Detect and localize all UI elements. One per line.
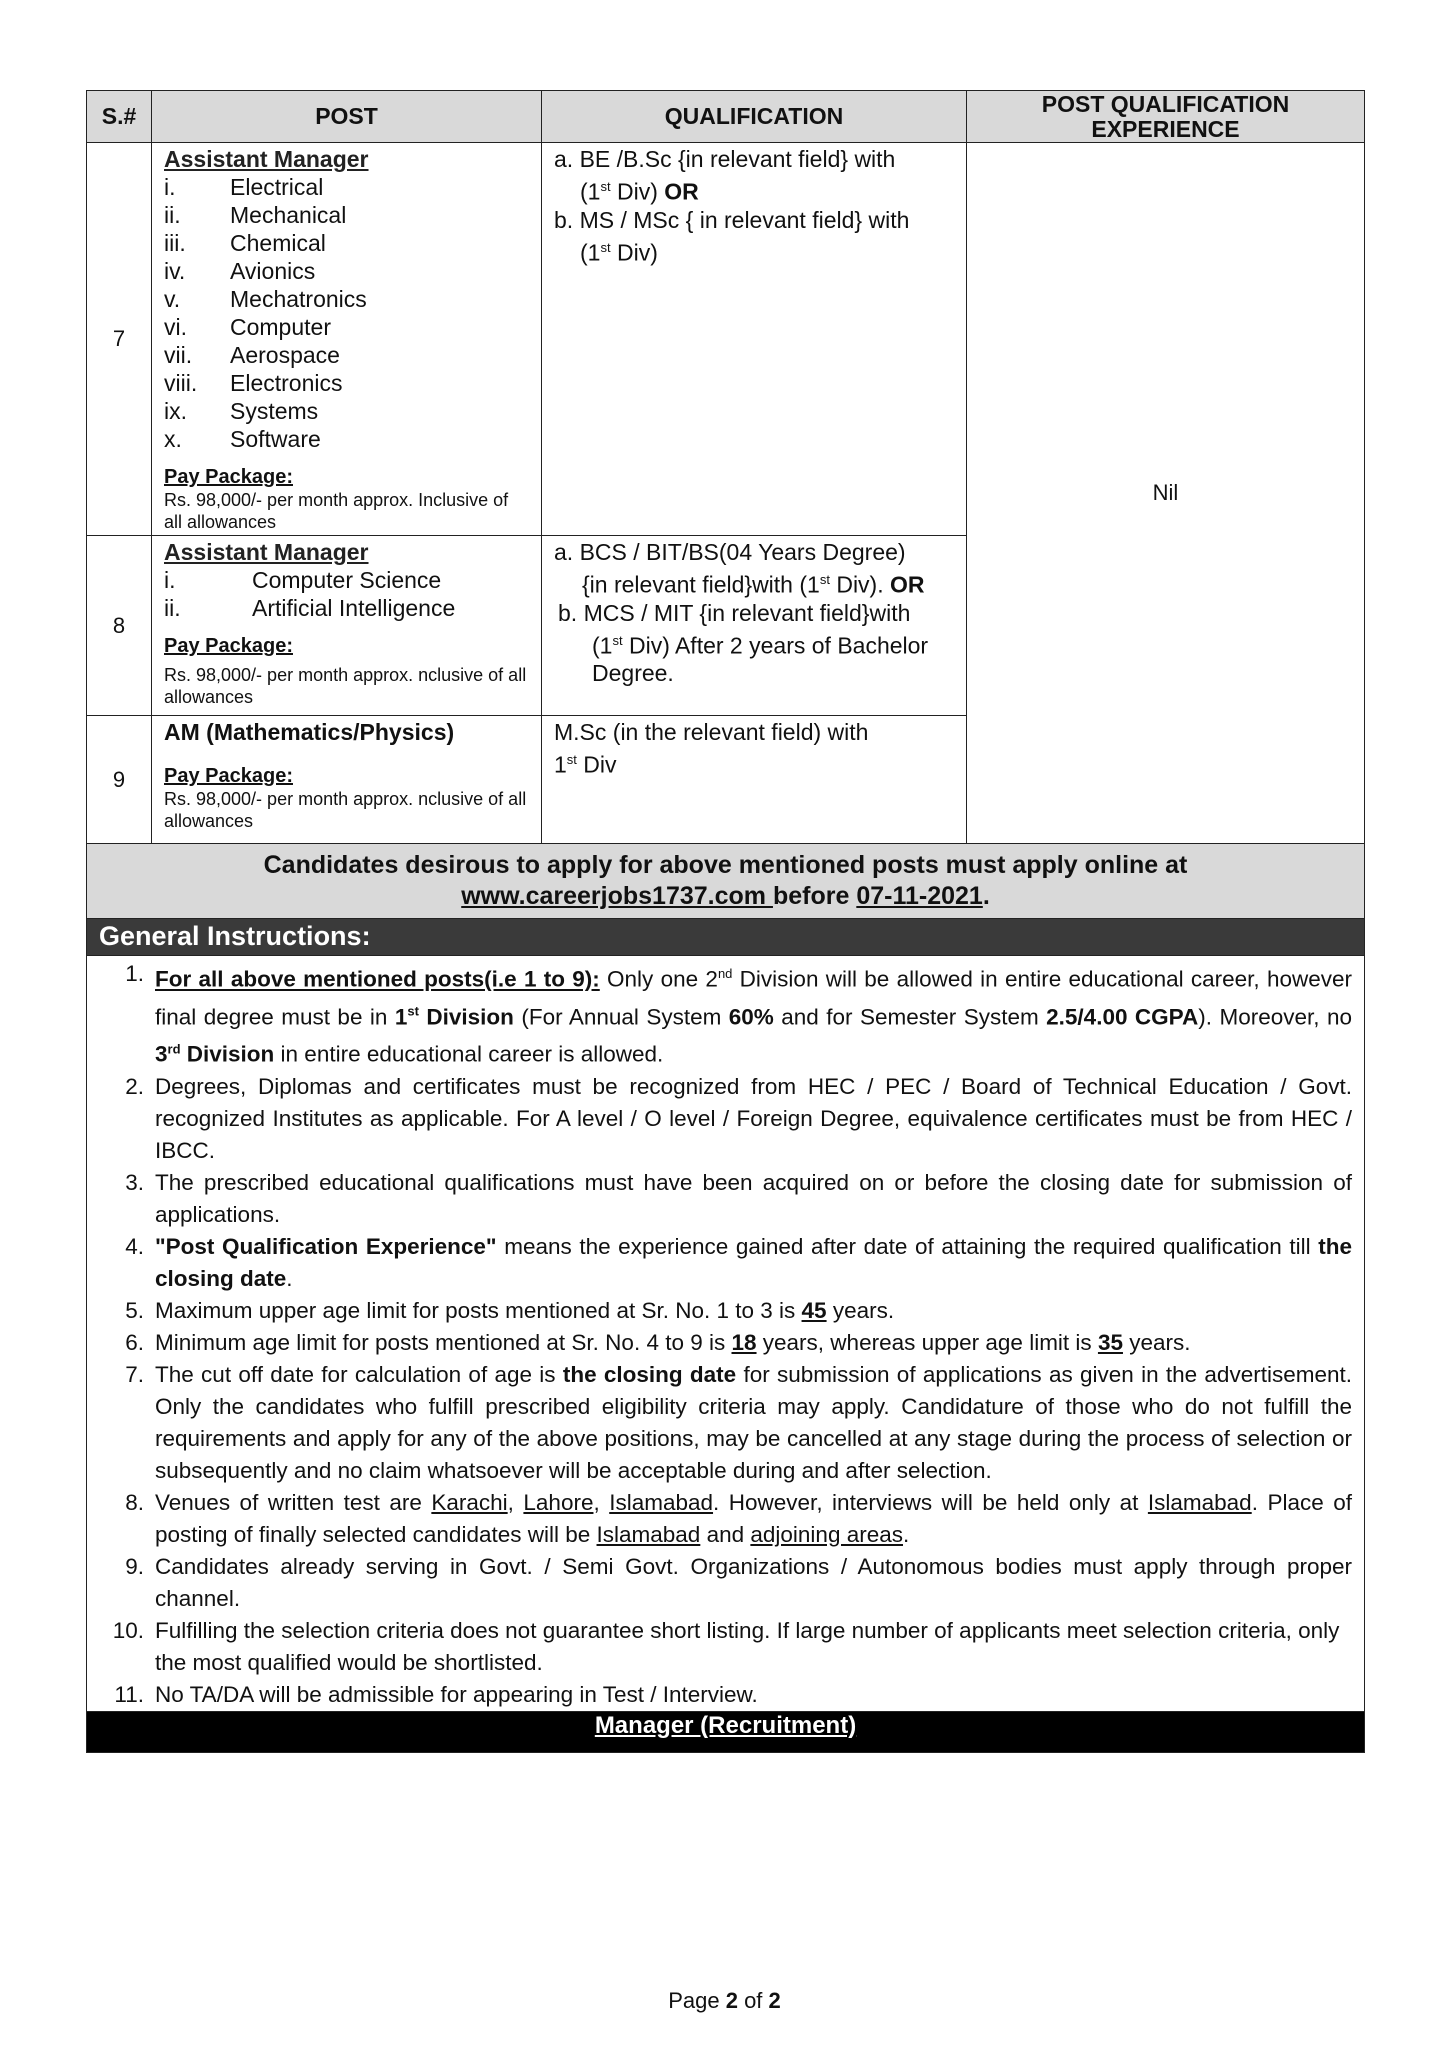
post-title: Assistant Manager [164, 146, 369, 172]
list-item: ii. Mechanical [164, 202, 347, 228]
list-item: 11. No TA/DA will be admissible for appearing in Test / Interview. [114, 1681, 758, 1707]
list-item: v. Mechatronics [164, 286, 367, 312]
signature-row [87, 1711, 1365, 1752]
pay-package-label: Pay Package: [164, 635, 293, 657]
list-item: 4. "Post Qualification Experience" means the experience gained after date of attaining the required qualification till the closing date. [125, 1233, 1352, 1291]
post-cell [152, 536, 542, 716]
pay-package-label: Pay Package: [164, 765, 293, 787]
list-item: 9. Candidates already serving in Govt. / Semi Govt. Organizations / Autonomous bodies must apply through proper channel. [125, 1553, 1352, 1611]
apply-notice-row [87, 844, 1365, 919]
apply-notice: Candidates desirous to apply for above mentioned posts must apply online at www.careerjobs1737.com before 07-11-2021. [87, 844, 1365, 919]
closing-date: 07-11-2021 [856, 882, 983, 910]
post-title: AM (Mathematics/Physics) [164, 719, 455, 745]
table-row [87, 143, 1365, 536]
post-title: Assistant Manager [164, 539, 369, 565]
row-sn: 7 [87, 143, 152, 536]
list-item: 10. Fulfilling the selection criteria does not guarantee short listing. If large number of applicants meet selection criteria, only the most qualified would be shortlisted. [112, 1617, 1340, 1675]
header-sn: S.# [87, 91, 152, 143]
header-experience: POST QUALIFICATION EXPERIENCE [967, 91, 1365, 143]
instructions-heading-row [87, 919, 1365, 956]
list-item: vii. Aerospace [164, 342, 340, 368]
list-item: 8. Venues of written test are Karachi, Lahore, Islamabad. However, interviews will be held only at Islamabad. Place of posting of finally selected candidates will be Islamabad and adjoining areas. [125, 1489, 1352, 1547]
table-header-row [87, 91, 1365, 143]
pay-package-text: Rs. 98,000/- per month approx. nclusive of all allowances [164, 665, 527, 707]
pay-package-text: Rs. 98,000/- per month approx. nclusive of all allowances [164, 789, 527, 831]
advertisement-page [86, 90, 1364, 1753]
pay-package-text: Rs. 98,000/- per month approx. Inclusive of all allowances [164, 490, 509, 532]
list-item: 2. Degrees, Diplomas and certificates must be recognized from HEC / PEC / Board of Technical Education / Govt. recognized Institutes as applicable. For A level / O level / Foreign Degree, equivalence certificates must be from HEC / IBCC. [125, 1073, 1352, 1163]
instructions-row [87, 956, 1365, 1712]
list-item: viii. Electronics [164, 370, 343, 396]
header-post: POST [152, 91, 542, 143]
list-item: ix. Systems [164, 398, 319, 424]
apply-url-link[interactable]: www.careerjobs1737.com [461, 882, 773, 910]
list-item: ii. Artificial Intelligence [164, 595, 456, 621]
list-item: iii. Chemical [164, 230, 326, 256]
qualification-cell: M.Sc (in the relevant field) with 1st Div [542, 716, 967, 844]
signature-title: Manager (Recruitment) [87, 1711, 1365, 1752]
experience-cell: Nil [967, 143, 1365, 844]
list-item: 5. Maximum upper age limit for posts mentioned at Sr. No. 1 to 3 is 45 years. [125, 1297, 895, 1323]
qualification-cell: a. BE /B.Sc {in relevant field} with (1st Div) OR b. MS / MSc { in relevant field} with (1st Div) [542, 143, 967, 536]
row-sn: 8 [87, 536, 152, 716]
posts-table [86, 90, 1365, 1753]
qualification-cell: a. BCS / BIT/BS(04 Years Degree) {in relevant field}with (1st Div). OR b. MCS / MIT {in relevant field}with (1st Div) After 2 years of Bachelor Degree. [542, 536, 967, 716]
instructions-cell [87, 956, 1365, 1712]
list-item: vi. Computer [164, 314, 331, 340]
list-item: i. Electrical [164, 174, 324, 200]
instructions-list [87, 958, 1352, 1711]
row-sn: 9 [87, 716, 152, 844]
header-qualification: QUALIFICATION [542, 91, 967, 143]
pay-package-label: Pay Package: [164, 466, 293, 488]
post-cell [152, 716, 542, 844]
list-item: x. Software [164, 426, 321, 452]
list-item: 6. Minimum age limit for posts mentioned at Sr. No. 4 to 9 is 18 years, whereas upper age limit is 35 years. [125, 1329, 1191, 1355]
page-number: Page 2 of 2 [668, 1988, 781, 2013]
list-item: 3. The prescribed educational qualifications must have been acquired on or before the closing date for submission of applications. [125, 1169, 1352, 1227]
list-item: 7. The cut off date for calculation of age is the closing date for submission of applications as given in the advertisement. Only the candidates who fulfill prescribed eligibility criteria may apply. Candidature of those who do not fulfill the requirements and apply for any of the above positions, may be cancelled at any stage during the process of selection or subsequently and no claim whatsoever will be acceptable during and after selection. [125, 1361, 1352, 1483]
post-cell [152, 143, 542, 536]
instructions-heading: General Instructions: [87, 919, 1365, 956]
list-item: 1. For all above mentioned posts(i.e 1 to 9): Only one 2nd Division will be allowed in entire educational career, however final degree must be in 1st Division (For Annual System 60% and for Semester System 2.5/4.00 CGPA). Moreover, no 3rd Division in entire educational career is allowed. [125, 961, 1352, 1067]
list-item: i. Computer Science [164, 567, 442, 593]
list-item: iv. Avionics [164, 258, 316, 284]
